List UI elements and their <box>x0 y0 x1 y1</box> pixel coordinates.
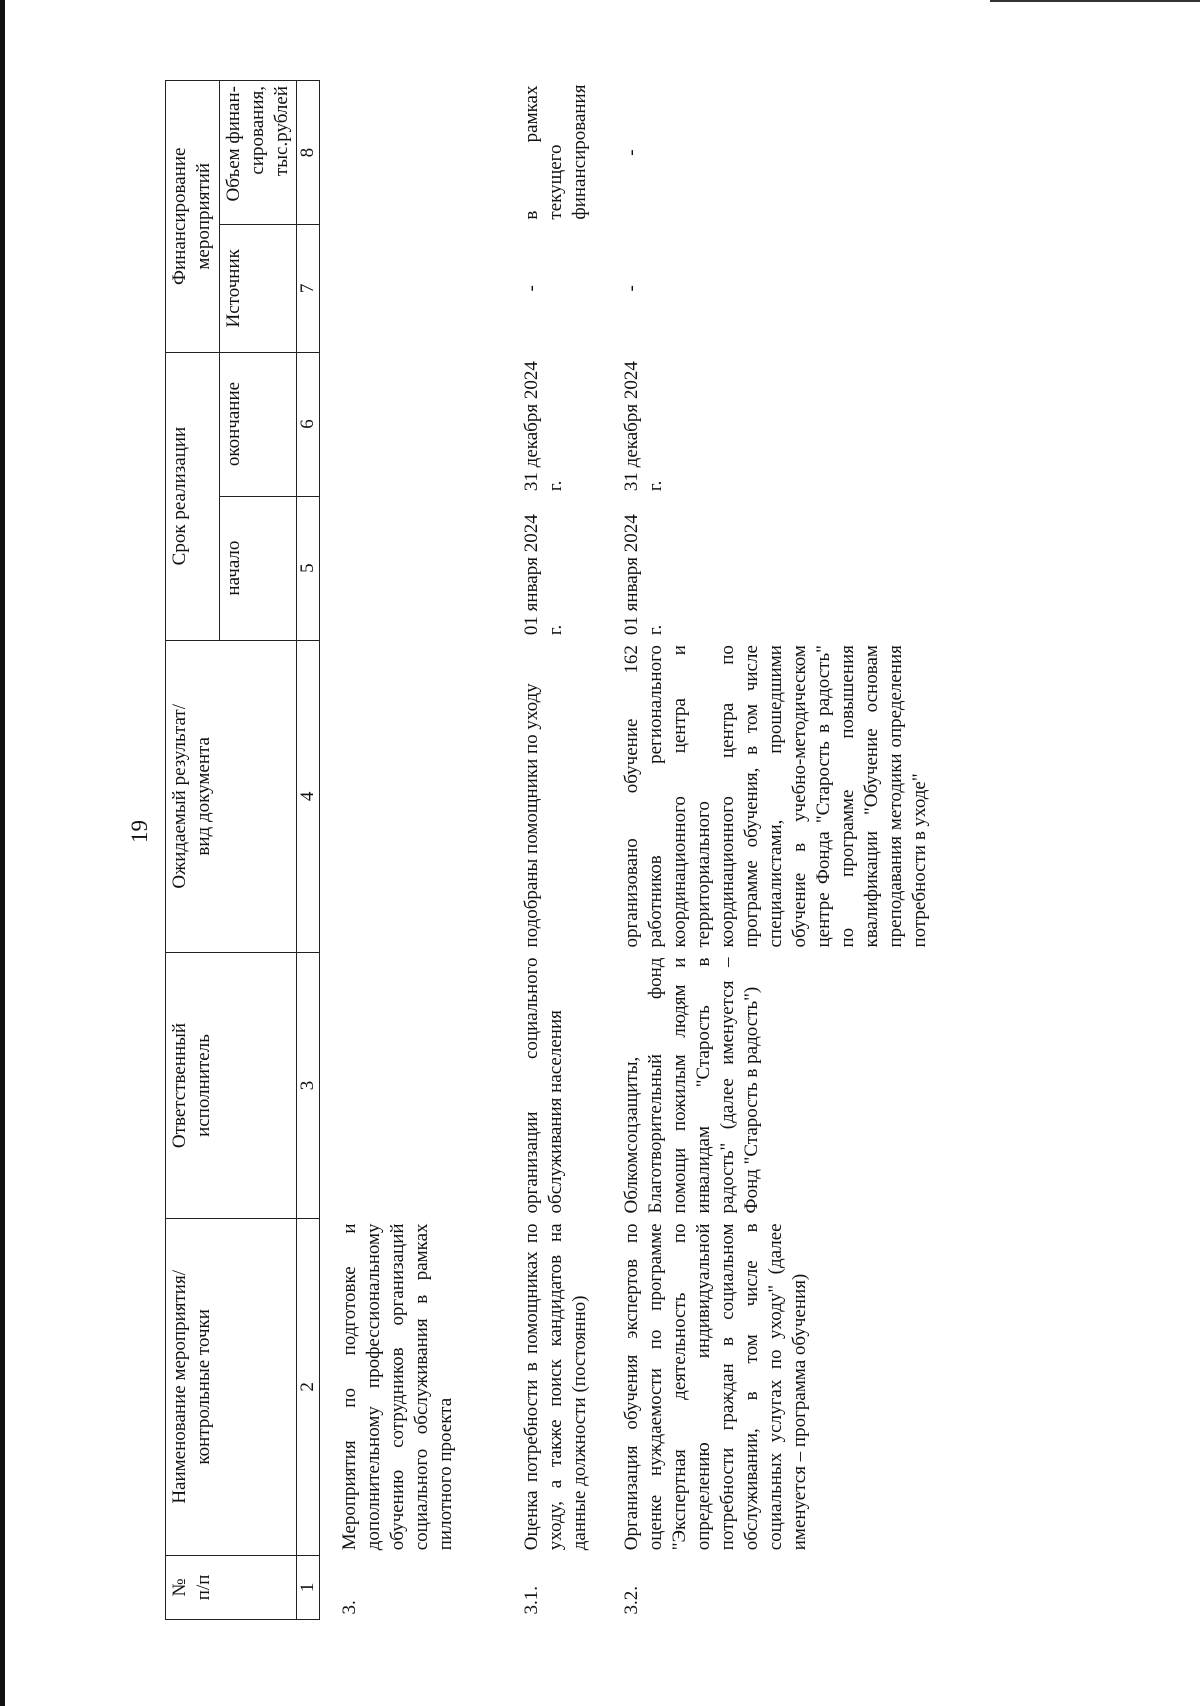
header-funding-amount: Объем финан- сирования, тыс.рублей <box>220 81 297 225</box>
header-number: 7 <box>297 225 320 352</box>
row-end-date: 31 декабря 2024 г. <box>621 361 666 492</box>
rotated-page-content <box>165 80 1175 1620</box>
row-number: 3.1. <box>521 1586 542 1615</box>
binding-edge <box>0 0 5 1706</box>
row-end-date: 31 декабря 2024 г. <box>521 361 566 492</box>
header-period-start: начало <box>220 496 297 640</box>
table-row <box>460 81 594 1620</box>
row-funding-amount: в рамках текущего финансирования <box>521 84 590 220</box>
header-col-result: Ожидаемый результат/ вид документа <box>166 640 297 952</box>
row-result: подобраны помощники по уходу <box>521 683 542 948</box>
row-result <box>320 640 461 952</box>
page-number: 19 <box>127 820 152 843</box>
row-funding-source: - <box>521 285 542 292</box>
header-number: 2 <box>297 1218 320 1555</box>
header-col-num: № п/п <box>166 1555 297 1619</box>
row-end-date <box>320 352 461 496</box>
row-number: 3.2. <box>621 1586 642 1615</box>
row-activity-name: Организация обучения экспертов по оценке нуждаемости по программе "Экспертная деятельность по определению индивидуальной потребности граждан в социальном обслуживании, в том числе в социальных услугах по уходу" (далее именуется – программа обучения) <box>621 1223 810 1551</box>
row-activity-name: Мероприятия по подготовке и дополнительному профессиональному обучению сотрудников организаций социального обслуживания в рамках пилотного проекта <box>339 1223 456 1551</box>
header-number: 1 <box>297 1555 320 1619</box>
row-funding-source: - <box>621 285 642 292</box>
header-number: 8 <box>297 81 320 225</box>
row-activity-name: Оценка потребности в помощниках по уходу, а также поиск кандидатов на данные должности (постоянно) <box>521 1223 590 1551</box>
row-result: организовано обучение 162 работников регионального координационного центра и территориального координационного центра по программе обучения, в том числе специалистами, прошедшими обучение в учебно-методическом центре Фонда "Старость в радость" по программе повышения квалификации "Обучение основам преподавания методики определения потребности в уходе" <box>621 645 930 948</box>
table-row <box>594 81 934 1620</box>
row-funding-amount <box>320 81 461 225</box>
row-start-date <box>320 496 461 640</box>
header-period-group: Срок реализации <box>166 352 220 640</box>
header-number-row <box>297 81 320 1620</box>
row-start-date: 01 января 2024 г. <box>521 514 566 636</box>
activities-table <box>165 80 934 1620</box>
row-executor: Облкомсоцзащиты, Благотворительный фонд помощи пожилым людям и инвалидам "Старость в радость" (далее именуется – Фонд "Старость в радость") <box>621 957 762 1214</box>
header-row-1 <box>166 81 220 1620</box>
row-executor <box>320 953 461 1219</box>
header-number: 4 <box>297 640 320 952</box>
header-col-name: Наименование мероприятия/ контрольные точки <box>166 1218 297 1555</box>
header-col-executor: Ответственный исполнитель <box>166 953 297 1219</box>
header-number: 3 <box>297 953 320 1219</box>
header-funding-group: Финансирование мероприятий <box>166 81 220 353</box>
header-number: 6 <box>297 352 320 496</box>
header-number: 5 <box>297 496 320 640</box>
row-funding-source <box>320 225 461 352</box>
row-executor: организации социального обслуживания населения <box>521 957 566 1214</box>
header-funding-source: Источник <box>220 225 297 352</box>
header-period-end: окончание <box>220 352 297 496</box>
table-row <box>320 81 461 1620</box>
row-funding-amount: - <box>621 149 642 156</box>
row-number: 3. <box>339 1600 360 1615</box>
row-start-date: 01 января 2024 г. <box>621 514 666 636</box>
top-rule <box>990 0 1200 2</box>
